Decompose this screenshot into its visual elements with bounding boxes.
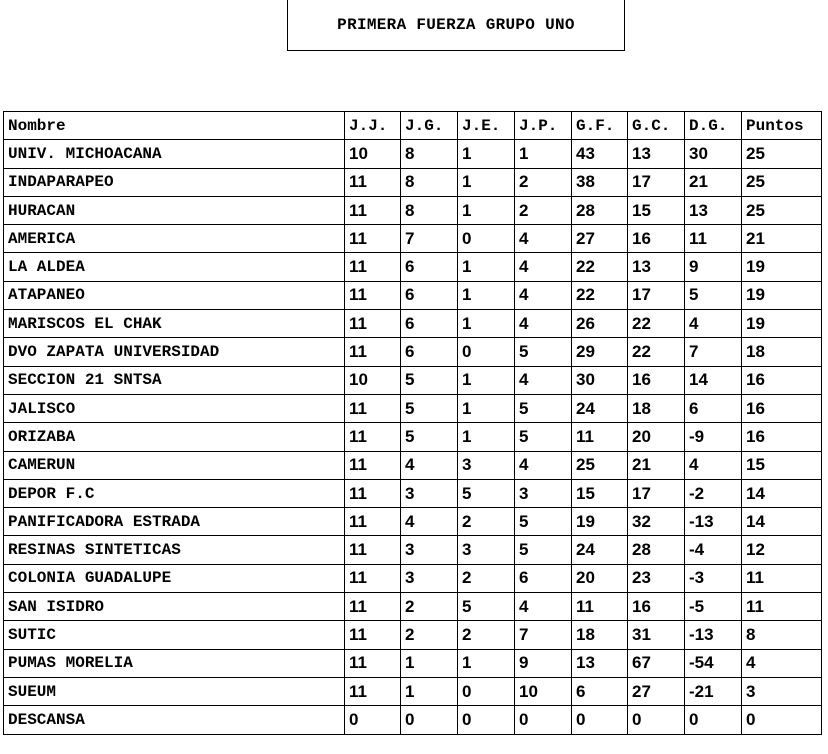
cell-col-gf: 13 bbox=[572, 649, 628, 677]
cell-col-jj: 11 bbox=[345, 338, 401, 366]
cell-col-jg: 6 bbox=[401, 253, 458, 281]
table-row bbox=[4, 593, 822, 621]
cell-col-gf: 19 bbox=[572, 508, 628, 536]
cell-col-nombre: AMERICA bbox=[4, 225, 345, 253]
cell-col-je: 2 bbox=[458, 621, 515, 649]
cell-col-puntos: 25 bbox=[742, 168, 822, 196]
cell-col-jg: 1 bbox=[401, 677, 458, 705]
cell-col-puntos: 11 bbox=[742, 593, 822, 621]
cell-col-nombre: HURACAN bbox=[4, 196, 345, 224]
cell-col-jj: 0 bbox=[345, 706, 401, 734]
cell-col-dg: -4 bbox=[685, 536, 742, 564]
cell-col-je: 2 bbox=[458, 564, 515, 592]
cell-col-jp: 7 bbox=[515, 621, 572, 649]
cell-col-puntos: 16 bbox=[742, 423, 822, 451]
cell-col-gc: 31 bbox=[628, 621, 685, 649]
cell-col-gf: 26 bbox=[572, 310, 628, 338]
cell-col-puntos: 12 bbox=[742, 536, 822, 564]
cell-col-gf: 22 bbox=[572, 253, 628, 281]
cell-col-jj: 11 bbox=[345, 649, 401, 677]
cell-col-jj: 11 bbox=[345, 310, 401, 338]
cell-col-nombre: LA ALDEA bbox=[4, 253, 345, 281]
cell-col-puntos: 0 bbox=[742, 706, 822, 734]
cell-col-jp: 4 bbox=[515, 253, 572, 281]
cell-col-gf: 24 bbox=[572, 536, 628, 564]
cell-col-gc: 17 bbox=[628, 479, 685, 507]
cell-col-dg: 5 bbox=[685, 281, 742, 309]
cell-col-dg: -13 bbox=[685, 508, 742, 536]
cell-col-dg: -54 bbox=[685, 649, 742, 677]
cell-col-je: 1 bbox=[458, 196, 515, 224]
cell-col-dg: 4 bbox=[685, 310, 742, 338]
cell-col-nombre: SUTIC bbox=[4, 621, 345, 649]
cell-col-je: 5 bbox=[458, 479, 515, 507]
cell-col-je: 1 bbox=[458, 140, 515, 168]
cell-col-jg: 4 bbox=[401, 451, 458, 479]
cell-col-nombre: INDAPARAPEO bbox=[4, 168, 345, 196]
cell-col-nombre: CAMERUN bbox=[4, 451, 345, 479]
table-row bbox=[4, 253, 822, 281]
table-row bbox=[4, 140, 822, 168]
cell-col-dg: 21 bbox=[685, 168, 742, 196]
table-row bbox=[4, 338, 822, 366]
cell-col-jg: 0 bbox=[401, 706, 458, 734]
cell-col-jp: 4 bbox=[515, 281, 572, 309]
cell-col-gf: 30 bbox=[572, 366, 628, 394]
cell-col-gf: 28 bbox=[572, 196, 628, 224]
cell-col-jg: 2 bbox=[401, 593, 458, 621]
cell-col-je: 5 bbox=[458, 593, 515, 621]
cell-col-jp: 2 bbox=[515, 168, 572, 196]
cell-col-jj: 11 bbox=[345, 253, 401, 281]
cell-col-jp: 4 bbox=[515, 593, 572, 621]
cell-col-nombre: SECCION 21 SNTSA bbox=[4, 366, 345, 394]
table-row bbox=[4, 394, 822, 422]
cell-col-jg: 5 bbox=[401, 366, 458, 394]
page-title: PRIMERA FUERZA GRUPO UNO bbox=[287, 0, 625, 51]
cell-col-nombre: PUMAS MORELIA bbox=[4, 649, 345, 677]
cell-col-nombre: SUEUM bbox=[4, 677, 345, 705]
cell-col-je: 1 bbox=[458, 168, 515, 196]
cell-col-je: 1 bbox=[458, 423, 515, 451]
cell-col-jj: 11 bbox=[345, 168, 401, 196]
cell-col-gc: 22 bbox=[628, 338, 685, 366]
cell-col-gc: 20 bbox=[628, 423, 685, 451]
cell-col-je: 1 bbox=[458, 253, 515, 281]
cell-col-puntos: 19 bbox=[742, 310, 822, 338]
cell-col-je: 0 bbox=[458, 677, 515, 705]
header-col-jg: J.G. bbox=[401, 112, 458, 140]
cell-col-puntos: 18 bbox=[742, 338, 822, 366]
cell-col-jp: 5 bbox=[515, 423, 572, 451]
table-row bbox=[4, 225, 822, 253]
cell-col-dg: -2 bbox=[685, 479, 742, 507]
cell-col-jj: 11 bbox=[345, 281, 401, 309]
cell-col-jp: 5 bbox=[515, 394, 572, 422]
cell-col-dg: 11 bbox=[685, 225, 742, 253]
table-row bbox=[4, 168, 822, 196]
cell-col-jp: 4 bbox=[515, 366, 572, 394]
table-row bbox=[4, 281, 822, 309]
cell-col-je: 0 bbox=[458, 225, 515, 253]
cell-col-jj: 11 bbox=[345, 196, 401, 224]
header-col-dg: D.G. bbox=[685, 112, 742, 140]
cell-col-gc: 16 bbox=[628, 593, 685, 621]
table-row bbox=[4, 706, 822, 734]
cell-col-jp: 3 bbox=[515, 479, 572, 507]
cell-col-jj: 11 bbox=[345, 677, 401, 705]
cell-col-gc: 28 bbox=[628, 536, 685, 564]
cell-col-gf: 38 bbox=[572, 168, 628, 196]
cell-col-dg: 13 bbox=[685, 196, 742, 224]
cell-col-gc: 21 bbox=[628, 451, 685, 479]
cell-col-gc: 18 bbox=[628, 394, 685, 422]
cell-col-gc: 23 bbox=[628, 564, 685, 592]
header-col-jj: J.J. bbox=[345, 112, 401, 140]
cell-col-gc: 16 bbox=[628, 225, 685, 253]
cell-col-jg: 3 bbox=[401, 564, 458, 592]
table-body bbox=[4, 140, 822, 734]
table-row bbox=[4, 423, 822, 451]
cell-col-dg: -3 bbox=[685, 564, 742, 592]
cell-col-jp: 10 bbox=[515, 677, 572, 705]
cell-col-je: 0 bbox=[458, 338, 515, 366]
cell-col-jp: 4 bbox=[515, 225, 572, 253]
cell-col-dg: 9 bbox=[685, 253, 742, 281]
cell-col-je: 0 bbox=[458, 706, 515, 734]
cell-col-jj: 11 bbox=[345, 479, 401, 507]
cell-col-nombre: ORIZABA bbox=[4, 423, 345, 451]
cell-col-gc: 0 bbox=[628, 706, 685, 734]
cell-col-je: 1 bbox=[458, 366, 515, 394]
cell-col-jg: 4 bbox=[401, 508, 458, 536]
cell-col-dg: -21 bbox=[685, 677, 742, 705]
cell-col-je: 2 bbox=[458, 508, 515, 536]
cell-col-gf: 29 bbox=[572, 338, 628, 366]
cell-col-gc: 17 bbox=[628, 281, 685, 309]
cell-col-dg: 30 bbox=[685, 140, 742, 168]
cell-col-puntos: 25 bbox=[742, 196, 822, 224]
cell-col-puntos: 19 bbox=[742, 281, 822, 309]
cell-col-nombre: ATAPANEO bbox=[4, 281, 345, 309]
cell-col-puntos: 21 bbox=[742, 225, 822, 253]
cell-col-nombre: DVO ZAPATA UNIVERSIDAD bbox=[4, 338, 345, 366]
cell-col-jg: 2 bbox=[401, 621, 458, 649]
table-row bbox=[4, 649, 822, 677]
cell-col-gf: 11 bbox=[572, 593, 628, 621]
cell-col-jg: 7 bbox=[401, 225, 458, 253]
cell-col-gf: 0 bbox=[572, 706, 628, 734]
cell-col-jj: 10 bbox=[345, 140, 401, 168]
cell-col-gc: 15 bbox=[628, 196, 685, 224]
cell-col-je: 1 bbox=[458, 281, 515, 309]
cell-col-dg: 6 bbox=[685, 394, 742, 422]
cell-col-jg: 6 bbox=[401, 281, 458, 309]
cell-col-gf: 15 bbox=[572, 479, 628, 507]
table-row bbox=[4, 508, 822, 536]
table-row bbox=[4, 451, 822, 479]
table-row bbox=[4, 310, 822, 338]
cell-col-puntos: 11 bbox=[742, 564, 822, 592]
cell-col-jg: 5 bbox=[401, 394, 458, 422]
cell-col-puntos: 4 bbox=[742, 649, 822, 677]
cell-col-puntos: 8 bbox=[742, 621, 822, 649]
cell-col-jp: 0 bbox=[515, 706, 572, 734]
table-row bbox=[4, 536, 822, 564]
cell-col-gc: 16 bbox=[628, 366, 685, 394]
standings-table bbox=[3, 111, 822, 735]
cell-col-jg: 3 bbox=[401, 536, 458, 564]
cell-col-puntos: 14 bbox=[742, 508, 822, 536]
header-col-je: J.E. bbox=[458, 112, 515, 140]
cell-col-jg: 3 bbox=[401, 479, 458, 507]
cell-col-jg: 5 bbox=[401, 423, 458, 451]
cell-col-nombre: DESCANSA bbox=[4, 706, 345, 734]
cell-col-nombre: SAN ISIDRO bbox=[4, 593, 345, 621]
cell-col-puntos: 16 bbox=[742, 394, 822, 422]
cell-col-gf: 43 bbox=[572, 140, 628, 168]
cell-col-gf: 18 bbox=[572, 621, 628, 649]
cell-col-je: 1 bbox=[458, 394, 515, 422]
cell-col-nombre: DEPOR F.C bbox=[4, 479, 345, 507]
cell-col-puntos: 14 bbox=[742, 479, 822, 507]
cell-col-jg: 8 bbox=[401, 140, 458, 168]
cell-col-jj: 11 bbox=[345, 225, 401, 253]
cell-col-jj: 11 bbox=[345, 394, 401, 422]
cell-col-jg: 1 bbox=[401, 649, 458, 677]
cell-col-jp: 1 bbox=[515, 140, 572, 168]
cell-col-jp: 4 bbox=[515, 310, 572, 338]
cell-col-gc: 13 bbox=[628, 140, 685, 168]
table-row bbox=[4, 677, 822, 705]
cell-col-dg: -5 bbox=[685, 593, 742, 621]
cell-col-dg: -13 bbox=[685, 621, 742, 649]
header-col-gc: G.C. bbox=[628, 112, 685, 140]
cell-col-puntos: 15 bbox=[742, 451, 822, 479]
header-col-nombre: Nombre bbox=[4, 112, 345, 140]
cell-col-je: 1 bbox=[458, 649, 515, 677]
cell-col-jp: 9 bbox=[515, 649, 572, 677]
table-row bbox=[4, 366, 822, 394]
cell-col-nombre: COLONIA GUADALUPE bbox=[4, 564, 345, 592]
cell-col-jj: 11 bbox=[345, 621, 401, 649]
cell-col-gc: 32 bbox=[628, 508, 685, 536]
table-row bbox=[4, 564, 822, 592]
cell-col-jg: 8 bbox=[401, 196, 458, 224]
header-col-puntos: Puntos bbox=[742, 112, 822, 140]
cell-col-dg: 4 bbox=[685, 451, 742, 479]
cell-col-jg: 6 bbox=[401, 310, 458, 338]
cell-col-jj: 10 bbox=[345, 366, 401, 394]
cell-col-je: 1 bbox=[458, 310, 515, 338]
cell-col-gc: 27 bbox=[628, 677, 685, 705]
cell-col-gc: 67 bbox=[628, 649, 685, 677]
cell-col-jj: 11 bbox=[345, 536, 401, 564]
cell-col-jj: 11 bbox=[345, 423, 401, 451]
cell-col-puntos: 25 bbox=[742, 140, 822, 168]
table-header-row bbox=[4, 112, 822, 140]
table-row bbox=[4, 621, 822, 649]
cell-col-jp: 2 bbox=[515, 196, 572, 224]
cell-col-jg: 8 bbox=[401, 168, 458, 196]
cell-col-puntos: 16 bbox=[742, 366, 822, 394]
cell-col-gf: 25 bbox=[572, 451, 628, 479]
cell-col-gf: 24 bbox=[572, 394, 628, 422]
cell-col-je: 3 bbox=[458, 451, 515, 479]
cell-col-puntos: 19 bbox=[742, 253, 822, 281]
cell-col-nombre: RESINAS SINTETICAS bbox=[4, 536, 345, 564]
cell-col-jj: 11 bbox=[345, 564, 401, 592]
header-col-gf: G.F. bbox=[572, 112, 628, 140]
cell-col-je: 3 bbox=[458, 536, 515, 564]
cell-col-gf: 6 bbox=[572, 677, 628, 705]
cell-col-jj: 11 bbox=[345, 451, 401, 479]
cell-col-puntos: 3 bbox=[742, 677, 822, 705]
cell-col-gf: 20 bbox=[572, 564, 628, 592]
cell-col-gc: 22 bbox=[628, 310, 685, 338]
cell-col-gf: 22 bbox=[572, 281, 628, 309]
cell-col-jp: 5 bbox=[515, 536, 572, 564]
header-col-jp: J.P. bbox=[515, 112, 572, 140]
cell-col-nombre: PANIFICADORA ESTRADA bbox=[4, 508, 345, 536]
cell-col-jp: 5 bbox=[515, 338, 572, 366]
cell-col-dg: 0 bbox=[685, 706, 742, 734]
cell-col-dg: 14 bbox=[685, 366, 742, 394]
cell-col-nombre: UNIV. MICHOACANA bbox=[4, 140, 345, 168]
cell-col-dg: -9 bbox=[685, 423, 742, 451]
cell-col-jj: 11 bbox=[345, 593, 401, 621]
cell-col-dg: 7 bbox=[685, 338, 742, 366]
cell-col-nombre: JALISCO bbox=[4, 394, 345, 422]
cell-col-jg: 6 bbox=[401, 338, 458, 366]
cell-col-jp: 6 bbox=[515, 564, 572, 592]
cell-col-gc: 13 bbox=[628, 253, 685, 281]
cell-col-gf: 11 bbox=[572, 423, 628, 451]
cell-col-nombre: MARISCOS EL CHAK bbox=[4, 310, 345, 338]
cell-col-jj: 11 bbox=[345, 508, 401, 536]
cell-col-gf: 27 bbox=[572, 225, 628, 253]
cell-col-jp: 4 bbox=[515, 451, 572, 479]
table-row bbox=[4, 479, 822, 507]
table-row bbox=[4, 196, 822, 224]
cell-col-gc: 17 bbox=[628, 168, 685, 196]
cell-col-jp: 5 bbox=[515, 508, 572, 536]
